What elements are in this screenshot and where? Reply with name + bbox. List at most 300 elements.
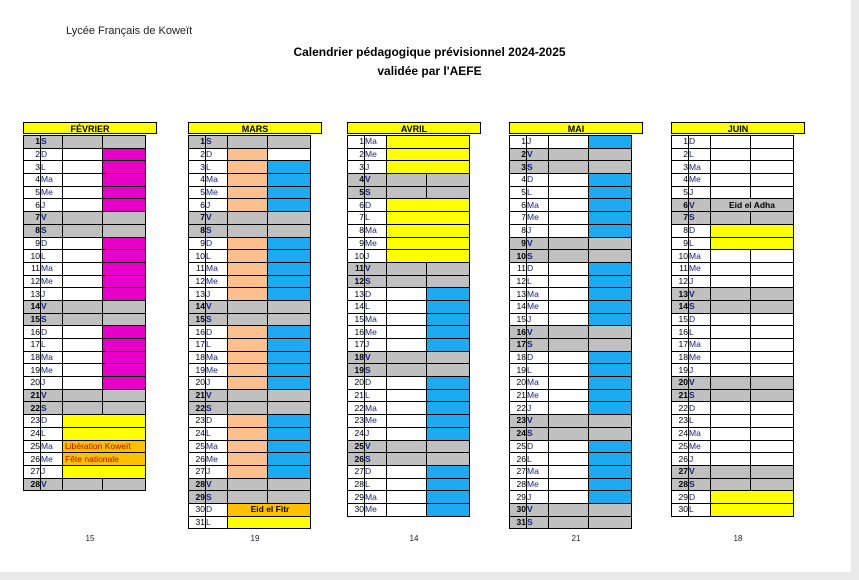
day-letter: Ma <box>527 199 549 212</box>
period-b-cell <box>103 174 146 187</box>
period-b-cell <box>103 288 146 301</box>
period-b-cell <box>589 237 632 250</box>
period-a-cell <box>387 313 427 326</box>
day-number: 29 <box>189 491 206 504</box>
day-number: 15 <box>510 313 527 326</box>
period-b-cell <box>589 491 632 504</box>
period-a-cell <box>549 377 589 390</box>
day-letter: J <box>527 491 549 504</box>
day-number: 16 <box>510 326 527 339</box>
day-row <box>510 440 632 453</box>
period-b-cell <box>751 364 794 377</box>
period-a-cell <box>228 389 268 402</box>
period-a-cell <box>549 224 589 237</box>
day-row <box>24 377 146 390</box>
day-number: 28 <box>24 478 41 491</box>
day-number: 10 <box>189 250 206 263</box>
day-row <box>672 300 794 313</box>
day-number: 20 <box>348 377 365 390</box>
highlight-cell <box>387 250 470 263</box>
period-a-cell <box>63 478 103 491</box>
day-letter: D <box>206 415 228 428</box>
day-number: 3 <box>348 161 365 174</box>
period-b-cell <box>103 389 146 402</box>
day-number: 27 <box>24 465 41 478</box>
period-a-cell <box>228 250 268 263</box>
period-b-cell <box>751 440 794 453</box>
highlight-cell <box>711 503 794 516</box>
period-a-cell <box>63 377 103 390</box>
highlight-cell <box>387 224 470 237</box>
period-b-cell <box>751 186 794 199</box>
day-number: 23 <box>24 415 41 428</box>
day-letter: L <box>41 339 63 352</box>
day-letter: J <box>41 377 63 390</box>
day-letter: V <box>365 262 387 275</box>
day-letter: Me <box>206 275 228 288</box>
period-b-cell <box>268 224 311 237</box>
day-number: 11 <box>24 262 41 275</box>
period-a-cell <box>549 503 589 516</box>
period-b-cell <box>268 237 311 250</box>
day-number: 15 <box>24 313 41 326</box>
day-row <box>510 136 632 149</box>
period-b-cell <box>751 415 794 428</box>
period-b-cell <box>427 186 470 199</box>
day-letter: Ma <box>365 402 387 415</box>
day-row <box>189 364 311 377</box>
day-number: 8 <box>510 224 527 237</box>
day-row <box>510 224 632 237</box>
month-table <box>347 135 470 517</box>
period-b-cell <box>751 402 794 415</box>
day-row <box>24 237 146 250</box>
day-letter: L <box>41 161 63 174</box>
month-table <box>23 135 146 491</box>
period-b-cell <box>427 377 470 390</box>
day-number: 20 <box>24 377 41 390</box>
day-letter: D <box>689 491 711 504</box>
day-row <box>189 453 311 466</box>
day-letter: D <box>365 377 387 390</box>
page-title: Calendrier pédagogique prévisionnel 2024-2025 <box>293 45 566 59</box>
day-number: 16 <box>348 326 365 339</box>
period-b-cell <box>427 326 470 339</box>
day-number: 5 <box>189 186 206 199</box>
day-letter: V <box>527 415 549 428</box>
day-number: 30 <box>348 503 365 516</box>
period-b-cell <box>268 212 311 225</box>
day-row <box>348 453 470 466</box>
period-a-cell <box>228 161 268 174</box>
event-cell: Fête nationale <box>63 453 146 466</box>
day-number: 7 <box>510 212 527 225</box>
period-b-cell <box>427 288 470 301</box>
day-row <box>24 465 146 478</box>
period-a-cell <box>228 199 268 212</box>
day-letter: V <box>527 148 549 161</box>
period-a-cell <box>228 212 268 225</box>
day-row <box>348 503 470 516</box>
period-b-cell <box>268 275 311 288</box>
month-header: FÉVRIER <box>23 122 157 134</box>
period-a-cell <box>549 440 589 453</box>
period-a-cell <box>549 250 589 263</box>
day-row <box>24 415 146 428</box>
day-number: 27 <box>348 465 365 478</box>
period-a-cell <box>711 300 751 313</box>
day-row <box>348 339 470 352</box>
period-b-cell <box>103 186 146 199</box>
day-number: 1 <box>510 136 527 149</box>
period-a-cell <box>549 288 589 301</box>
day-row <box>24 136 146 149</box>
day-letter: L <box>206 427 228 440</box>
day-row <box>189 503 311 516</box>
day-number: 6 <box>510 199 527 212</box>
day-row <box>510 300 632 313</box>
day-letter: Ma <box>206 262 228 275</box>
period-b-cell <box>103 300 146 313</box>
period-b-cell <box>427 351 470 364</box>
day-letter: J <box>689 186 711 199</box>
day-letter: J <box>206 465 228 478</box>
period-b-cell <box>751 275 794 288</box>
day-number: 2 <box>189 148 206 161</box>
period-a-cell <box>549 326 589 339</box>
day-letter: J <box>206 199 228 212</box>
day-letter: V <box>206 389 228 402</box>
day-letter: S <box>41 313 63 326</box>
period-a-cell <box>711 313 751 326</box>
period-b-cell <box>268 415 311 428</box>
period-b-cell <box>103 275 146 288</box>
period-a-cell <box>63 402 103 415</box>
highlight-cell <box>63 465 146 478</box>
period-a-cell <box>711 250 751 263</box>
period-a-cell <box>387 465 427 478</box>
day-row <box>24 262 146 275</box>
day-number: 5 <box>672 186 689 199</box>
day-number: 1 <box>189 136 206 149</box>
day-row <box>510 186 632 199</box>
day-number: 19 <box>24 364 41 377</box>
highlight-cell <box>387 199 470 212</box>
day-letter: J <box>689 364 711 377</box>
period-b-cell <box>589 174 632 187</box>
day-row <box>510 377 632 390</box>
day-letter: Ma <box>689 427 711 440</box>
day-row <box>24 186 146 199</box>
period-b-cell <box>103 262 146 275</box>
day-letter: D <box>365 465 387 478</box>
day-letter: Me <box>689 351 711 364</box>
period-a-cell <box>387 427 427 440</box>
day-number: 27 <box>672 465 689 478</box>
day-row <box>189 288 311 301</box>
period-b-cell <box>751 326 794 339</box>
period-a-cell <box>711 262 751 275</box>
day-row <box>189 148 311 161</box>
period-a-cell <box>711 402 751 415</box>
period-b-cell <box>268 174 311 187</box>
day-number: 19 <box>348 364 365 377</box>
event-cell: Libération Koweït <box>63 440 146 453</box>
period-a-cell <box>711 326 751 339</box>
period-a-cell <box>711 415 751 428</box>
day-row <box>24 427 146 440</box>
day-row <box>672 186 794 199</box>
period-b-cell <box>589 516 632 529</box>
day-letter: L <box>206 339 228 352</box>
period-b-cell <box>268 402 311 415</box>
day-number: 9 <box>510 237 527 250</box>
day-number: 19 <box>510 364 527 377</box>
day-letter: S <box>689 478 711 491</box>
day-letter: L <box>365 300 387 313</box>
day-letter: Ma <box>41 351 63 364</box>
period-a-cell <box>63 224 103 237</box>
day-number: 14 <box>348 300 365 313</box>
day-number: 2 <box>348 148 365 161</box>
period-b-cell <box>427 364 470 377</box>
month-header: JUIN <box>671 122 805 134</box>
day-letter: L <box>365 212 387 225</box>
day-row <box>510 237 632 250</box>
day-number: 18 <box>189 351 206 364</box>
period-a-cell <box>387 339 427 352</box>
day-number: 18 <box>510 351 527 364</box>
period-a-cell <box>711 453 751 466</box>
day-number: 6 <box>348 199 365 212</box>
period-a-cell <box>711 212 751 225</box>
period-a-cell <box>63 313 103 326</box>
day-number: 15 <box>348 313 365 326</box>
day-letter: Me <box>365 415 387 428</box>
day-row <box>348 212 470 225</box>
day-letter: Ma <box>527 288 549 301</box>
day-row <box>189 262 311 275</box>
day-letter: D <box>206 326 228 339</box>
day-letter: L <box>365 389 387 402</box>
day-letter: Ma <box>689 161 711 174</box>
period-a-cell <box>711 364 751 377</box>
day-number: 7 <box>672 212 689 225</box>
period-a-cell <box>549 364 589 377</box>
day-number: 29 <box>348 491 365 504</box>
week-count: 21 <box>571 534 581 543</box>
period-a-cell <box>711 186 751 199</box>
period-b-cell <box>589 503 632 516</box>
day-number: 23 <box>672 415 689 428</box>
day-row <box>348 275 470 288</box>
day-number: 29 <box>510 491 527 504</box>
period-b-cell <box>589 161 632 174</box>
day-row <box>510 339 632 352</box>
day-number: 7 <box>348 212 365 225</box>
period-a-cell <box>549 161 589 174</box>
period-b-cell <box>589 199 632 212</box>
day-row <box>24 300 146 313</box>
period-a-cell <box>549 186 589 199</box>
period-a-cell <box>549 415 589 428</box>
period-a-cell <box>228 415 268 428</box>
period-a-cell <box>549 453 589 466</box>
day-number: 20 <box>510 377 527 390</box>
day-number: 14 <box>672 300 689 313</box>
day-number: 11 <box>510 262 527 275</box>
day-row <box>189 491 311 504</box>
day-number: 6 <box>189 199 206 212</box>
day-row <box>348 161 470 174</box>
day-row <box>510 262 632 275</box>
period-b-cell <box>103 377 146 390</box>
day-letter: V <box>206 300 228 313</box>
day-letter: J <box>689 453 711 466</box>
day-number: 31 <box>189 516 206 529</box>
day-letter: Ma <box>41 262 63 275</box>
period-a-cell <box>228 440 268 453</box>
period-a-cell <box>711 136 751 149</box>
day-letter: Me <box>689 440 711 453</box>
day-row <box>348 440 470 453</box>
day-letter: D <box>206 148 228 161</box>
day-number: 1 <box>672 136 689 149</box>
highlight-cell <box>63 415 146 428</box>
day-letter: L <box>41 250 63 263</box>
period-a-cell <box>549 237 589 250</box>
day-row <box>510 503 632 516</box>
period-a-cell <box>63 186 103 199</box>
period-a-cell <box>228 491 268 504</box>
day-row <box>189 478 311 491</box>
day-row <box>672 364 794 377</box>
day-number: 17 <box>510 339 527 352</box>
day-number: 1 <box>24 136 41 149</box>
day-row <box>348 250 470 263</box>
day-letter: Me <box>527 478 549 491</box>
period-a-cell <box>711 427 751 440</box>
period-a-cell <box>549 351 589 364</box>
day-letter: D <box>689 224 711 237</box>
day-letter: V <box>689 199 711 212</box>
period-b-cell <box>751 212 794 225</box>
day-letter: J <box>527 224 549 237</box>
period-b-cell <box>427 453 470 466</box>
day-number: 24 <box>348 427 365 440</box>
day-row <box>24 478 146 491</box>
day-letter: S <box>527 516 549 529</box>
day-number: 5 <box>24 186 41 199</box>
day-number: 27 <box>189 465 206 478</box>
day-row <box>24 389 146 402</box>
period-a-cell <box>387 364 427 377</box>
day-letter: L <box>527 275 549 288</box>
day-row <box>348 364 470 377</box>
day-row <box>189 212 311 225</box>
day-row <box>24 453 146 466</box>
period-a-cell <box>63 148 103 161</box>
day-row <box>672 148 794 161</box>
period-a-cell <box>387 262 427 275</box>
period-a-cell <box>63 212 103 225</box>
period-a-cell <box>549 300 589 313</box>
day-number: 24 <box>672 427 689 440</box>
event-cell: Eid el Adha <box>711 199 794 212</box>
day-letter: Ma <box>206 351 228 364</box>
highlight-cell <box>387 148 470 161</box>
month-block <box>188 122 322 529</box>
period-b-cell <box>268 491 311 504</box>
period-b-cell <box>589 275 632 288</box>
day-number: 7 <box>189 212 206 225</box>
highlight-cell <box>711 237 794 250</box>
day-letter: Me <box>365 503 387 516</box>
period-b-cell <box>268 161 311 174</box>
day-letter: D <box>527 174 549 187</box>
day-row <box>348 288 470 301</box>
period-b-cell <box>751 313 794 326</box>
highlight-cell <box>711 224 794 237</box>
period-a-cell <box>228 148 268 161</box>
period-a-cell <box>711 478 751 491</box>
period-a-cell <box>711 389 751 402</box>
period-a-cell <box>711 288 751 301</box>
day-letter: D <box>365 199 387 212</box>
day-row <box>672 224 794 237</box>
day-row <box>672 275 794 288</box>
day-row <box>510 491 632 504</box>
period-a-cell <box>549 478 589 491</box>
day-row <box>672 453 794 466</box>
day-letter: J <box>206 288 228 301</box>
day-row <box>672 339 794 352</box>
day-letter: V <box>689 377 711 390</box>
day-number: 6 <box>672 199 689 212</box>
day-row <box>348 389 470 402</box>
period-a-cell <box>549 402 589 415</box>
period-a-cell <box>387 275 427 288</box>
highlight-cell <box>387 136 470 149</box>
day-row <box>189 136 311 149</box>
period-a-cell <box>387 300 427 313</box>
school-name: Lycée Français de Koweït <box>66 25 193 37</box>
day-number: 28 <box>348 478 365 491</box>
day-row <box>348 237 470 250</box>
period-a-cell <box>387 288 427 301</box>
period-b-cell <box>268 427 311 440</box>
day-letter: Ma <box>365 491 387 504</box>
period-a-cell <box>549 389 589 402</box>
day-letter: D <box>206 237 228 250</box>
period-b-cell <box>589 465 632 478</box>
period-a-cell <box>228 174 268 187</box>
period-b-cell <box>103 212 146 225</box>
day-number: 30 <box>672 503 689 516</box>
day-number: 9 <box>24 237 41 250</box>
period-b-cell <box>589 339 632 352</box>
day-letter: V <box>41 212 63 225</box>
period-b-cell <box>751 174 794 187</box>
day-number: 23 <box>348 415 365 428</box>
day-letter: V <box>527 237 549 250</box>
period-b-cell <box>268 262 311 275</box>
day-row <box>672 503 794 516</box>
period-b-cell <box>427 339 470 352</box>
period-a-cell <box>228 402 268 415</box>
day-number: 20 <box>189 377 206 390</box>
day-number: 2 <box>24 148 41 161</box>
